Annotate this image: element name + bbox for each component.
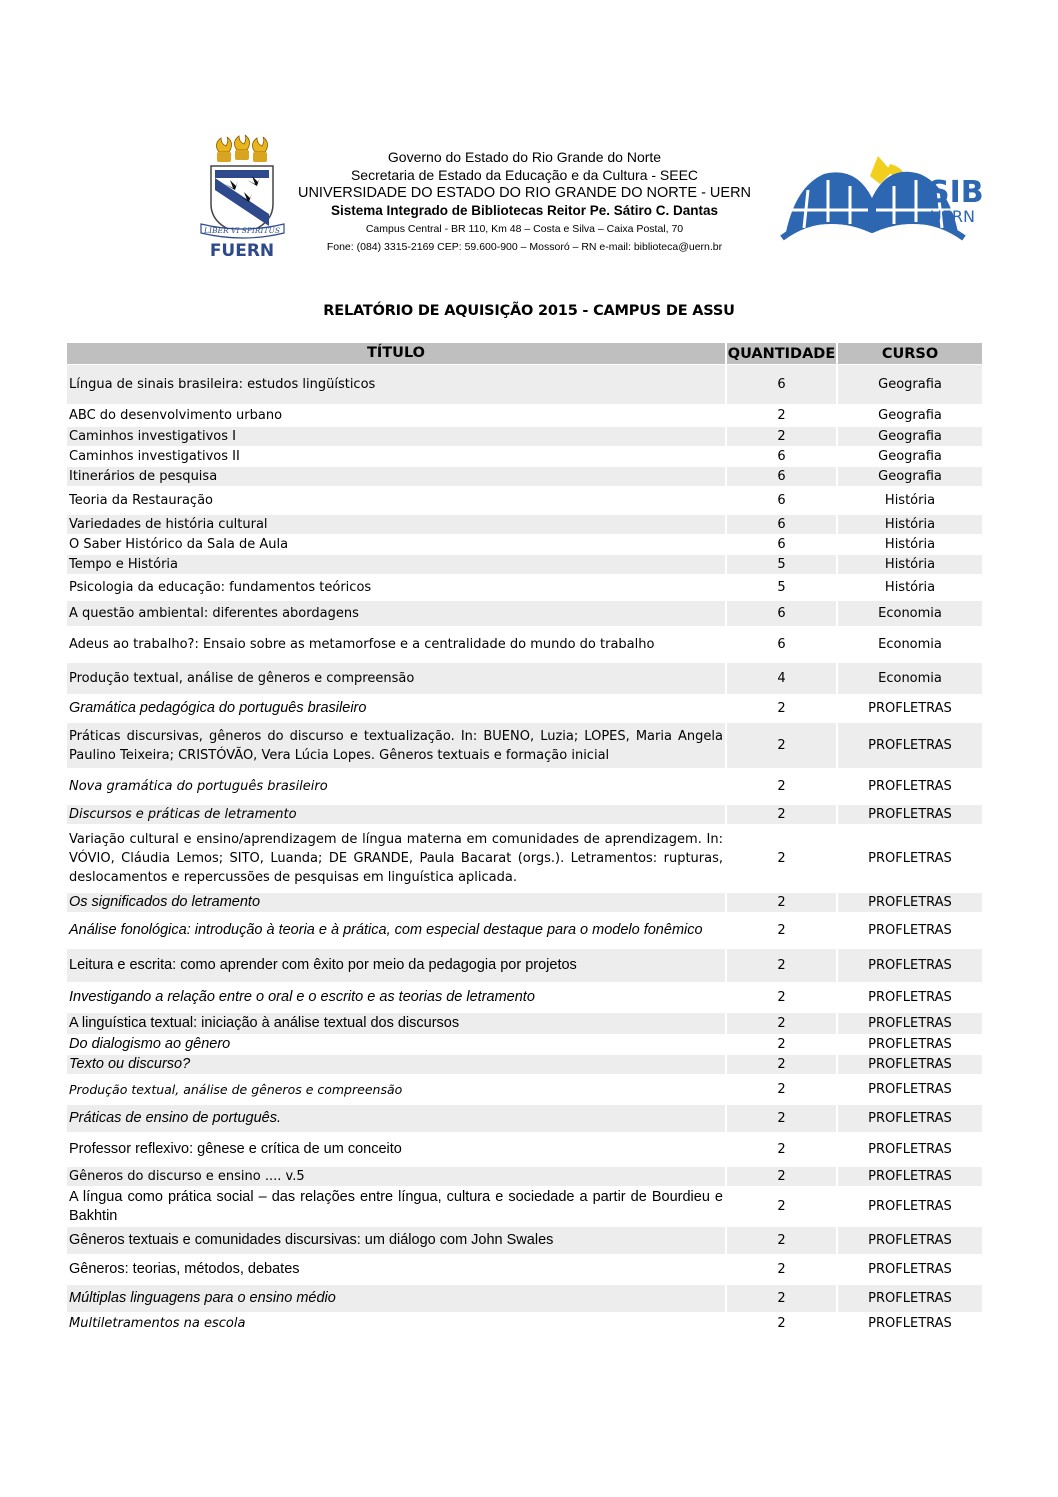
row-title: Produção textual, análise de gêneros e compreensão xyxy=(69,1082,403,1097)
table-row xyxy=(67,365,982,405)
row-quantity: 6 xyxy=(777,493,786,508)
table-row xyxy=(67,1133,982,1167)
table-row xyxy=(67,601,982,627)
row-title: Variação cultural e ensino/aprendizagem de língua materna em comunidades de aprendizagem. In: VÓVIO, Cláudia Lemos; SITO, Luanda; DE GRANDE, Paula Bacarat (orgs.). Letramentos: rupturas, deslocamentos e repercussões de pesquisas em linguística aplicada. xyxy=(69,832,723,885)
row-course: PROFLETRAS xyxy=(868,1316,952,1331)
table-row xyxy=(67,515,982,535)
row-course: Geografia xyxy=(838,467,982,486)
row-course: PROFLETRAS xyxy=(868,923,952,938)
row-title: Práticas de ensino de português. xyxy=(67,1105,725,1132)
table-row xyxy=(67,427,982,447)
row-quantity: 6 xyxy=(727,467,836,486)
table-row xyxy=(67,487,982,515)
row-quantity: 2 xyxy=(727,805,836,824)
row-title: Do dialogismo ao gênero xyxy=(69,1036,231,1052)
row-title: Gêneros textuais e comunidades discursivas: um diálogo com John Swales xyxy=(67,1227,725,1254)
table-row xyxy=(67,1313,982,1335)
row-course: PROFLETRAS xyxy=(838,1167,982,1186)
header-line-government: Governo do Estado do Rio Grande do Norte xyxy=(387,149,662,165)
row-title: Leitura e escrita: como aprender com êxito por meio da pedagogia por projetos xyxy=(67,949,725,982)
table-row xyxy=(67,695,982,723)
row-title: Nova gramática do português brasileiro xyxy=(69,779,328,794)
table-row xyxy=(67,825,982,893)
table-row xyxy=(67,405,982,427)
row-course: PROFLETRAS xyxy=(868,851,952,866)
row-course: História xyxy=(884,537,936,552)
table-row xyxy=(67,575,982,601)
row-quantity: 2 xyxy=(777,701,786,716)
table-row xyxy=(67,1285,982,1313)
table-row xyxy=(67,1075,982,1105)
row-course: História xyxy=(838,515,982,534)
row-title: A linguística textual: iniciação à análise textual dos discursos xyxy=(67,1013,725,1034)
row-quantity: 6 xyxy=(727,365,836,404)
row-title: Itinerários de pesquisa xyxy=(67,467,725,486)
header-title: TÍTULO xyxy=(67,343,725,364)
report-title: RELATÓRIO DE AQUISIÇÃO 2015 - CAMPUS DE ASSU xyxy=(323,303,735,319)
row-course: PROFLETRAS xyxy=(838,949,982,982)
row-quantity: 2 xyxy=(777,851,786,866)
table-row xyxy=(67,535,982,555)
header-line-address: Campus Central - BR 110, Km 48 – Costa e Silva – Caixa Postal, 70 xyxy=(365,223,684,235)
row-quantity: 2 xyxy=(777,408,786,423)
row-title: Texto ou discurso? xyxy=(67,1055,725,1074)
row-quantity: 2 xyxy=(727,723,836,768)
row-quantity: 6 xyxy=(777,537,786,552)
row-title: Adeus ao trabalho?: Ensaio sobre as metamorfose e a centralidade do mundo do trabalho xyxy=(69,637,655,652)
row-title: Investigando a relação entre o oral e o escrito e as teorias de letramento xyxy=(69,989,535,1005)
table-row xyxy=(67,1187,982,1227)
row-quantity: 2 xyxy=(727,1105,836,1132)
row-quantity: 6 xyxy=(777,637,786,652)
row-course: Economia xyxy=(838,601,982,626)
row-course: PROFLETRAS xyxy=(838,1227,982,1254)
table-row xyxy=(67,983,982,1013)
row-course: PROFLETRAS xyxy=(868,990,952,1005)
row-quantity: 2 xyxy=(727,1055,836,1074)
row-course: História xyxy=(884,493,936,508)
row-title: Tempo e História xyxy=(67,555,725,574)
table-row xyxy=(67,1255,982,1285)
row-course: Geografia xyxy=(838,365,982,404)
row-quantity: 2 xyxy=(727,893,836,912)
logo-motto: LIBER VI SPIRITUS xyxy=(204,226,280,235)
row-quantity: 2 xyxy=(727,1227,836,1254)
institution-address-block xyxy=(287,148,762,256)
row-quantity: 2 xyxy=(777,1082,786,1097)
table-row xyxy=(67,723,982,769)
row-quantity: 2 xyxy=(777,1037,786,1052)
row-quantity: 6 xyxy=(727,515,836,534)
row-course: PROFLETRAS xyxy=(868,1082,952,1097)
table-row xyxy=(67,893,982,913)
table-row xyxy=(67,805,982,825)
row-title: Multiletramentos na escola xyxy=(69,1316,246,1331)
document-header xyxy=(195,136,985,266)
row-course: Geografia xyxy=(838,427,982,446)
table-row xyxy=(67,447,982,467)
table-row xyxy=(67,1055,982,1075)
row-title: A língua como prática social – das relações entre língua, cultura e sociedade a partir de Bourdieu e Bakhtin xyxy=(69,1188,723,1224)
row-quantity: 6 xyxy=(777,449,786,464)
row-quantity: 2 xyxy=(777,923,786,938)
row-course: PROFLETRAS xyxy=(838,1013,982,1034)
table-row xyxy=(67,1013,982,1035)
row-course: Economia xyxy=(838,663,982,694)
table-row xyxy=(67,1227,982,1255)
row-quantity: 2 xyxy=(777,1262,786,1277)
row-title: Variedades de história cultural xyxy=(67,515,725,534)
header-course: CURSO xyxy=(838,343,982,364)
row-title: Professor reflexivo: gênese e crítica de um conceito xyxy=(69,1141,402,1157)
row-title: Análise fonológica: introdução à teoria e à prática, com especial destaque para o modelo fonêmico xyxy=(69,922,703,938)
table-row xyxy=(67,663,982,695)
row-title: Língua de sinais brasileira: estudos lingüísticos xyxy=(67,365,725,404)
header-line-university: UNIVERSIDADE DO ESTADO DO RIO GRANDE DO NORTE - UERN xyxy=(297,185,752,201)
row-course: PROFLETRAS xyxy=(838,893,982,912)
table-row xyxy=(67,769,982,805)
row-title: Produção textual, análise de gêneros e compreensão xyxy=(67,663,725,694)
row-course: PROFLETRAS xyxy=(868,1199,952,1214)
row-quantity: 2 xyxy=(777,1316,786,1331)
header-line-secretary: Secretaria de Estado da Educação e da Cultura - SEEC xyxy=(350,167,699,183)
row-course: Geografia xyxy=(878,408,942,423)
table-row xyxy=(67,1167,982,1187)
row-title: Práticas discursivas, gêneros do discurso e textualização. In: BUENO, Luzia; LOPES, Maria Angela Paulino Teixeira; CRISTÓVÃO, Vera Lúcia Lopes. Gêneros textuais e formação inicial xyxy=(67,723,725,768)
row-quantity: 2 xyxy=(727,427,836,446)
table-row xyxy=(67,949,982,983)
acquisition-table xyxy=(67,343,982,1335)
table-row xyxy=(67,555,982,575)
row-quantity: 2 xyxy=(727,1167,836,1186)
table-row xyxy=(67,1035,982,1055)
header-line-contact: Fone: (084) 3315-2169 CEP: 59.600-900 – Mossoró – RN e-mail: biblioteca@uern.br xyxy=(326,241,723,253)
row-course: História xyxy=(838,555,982,574)
row-course: PROFLETRAS xyxy=(838,1285,982,1312)
row-quantity: 2 xyxy=(727,1013,836,1034)
table-row xyxy=(67,627,982,663)
row-course: PROFLETRAS xyxy=(838,805,982,824)
row-title: Gêneros do discurso e ensino .... v.5 xyxy=(67,1167,725,1186)
uern-text: UERN xyxy=(930,207,975,226)
row-course: História xyxy=(884,580,936,595)
table-row xyxy=(67,467,982,487)
row-quantity: 2 xyxy=(727,949,836,982)
row-quantity: 5 xyxy=(777,580,786,595)
table-header-row xyxy=(67,343,982,365)
row-course: PROFLETRAS xyxy=(868,1262,952,1277)
row-title: Os significados do letramento xyxy=(67,893,725,912)
row-quantity: 4 xyxy=(727,663,836,694)
row-course: PROFLETRAS xyxy=(838,1055,982,1074)
row-title: O Saber Histórico da Sala de Aula xyxy=(69,537,289,552)
logo-name: FUERN xyxy=(209,241,275,261)
table-row xyxy=(67,913,982,949)
sib-uern-logo xyxy=(778,156,984,248)
header-quantity: QUANTIDADE xyxy=(727,343,836,364)
row-title: Múltiplas linguagens para o ensino médio xyxy=(67,1285,725,1312)
row-quantity: 2 xyxy=(777,779,786,794)
row-title: Psicologia da educação: fundamentos teóricos xyxy=(69,580,372,595)
header-line-library-system: Sistema Integrado de Bibliotecas Reitor Pe. Sátiro C. Dantas xyxy=(330,203,719,218)
row-title: Caminhos investigativos II xyxy=(69,449,240,464)
fuern-logo xyxy=(195,136,290,261)
row-course: PROFLETRAS xyxy=(838,723,982,768)
row-course: PROFLETRAS xyxy=(868,701,952,716)
row-course: PROFLETRAS xyxy=(868,779,952,794)
row-quantity: 2 xyxy=(777,1142,786,1157)
sib-text: SIB xyxy=(928,175,984,210)
row-quantity: 2 xyxy=(727,1285,836,1312)
row-quantity: 5 xyxy=(727,555,836,574)
row-quantity: 2 xyxy=(777,990,786,1005)
row-quantity: 6 xyxy=(727,601,836,626)
row-title: Caminhos investigativos I xyxy=(67,427,725,446)
row-title: Gêneros: teorias, métodos, debates xyxy=(69,1261,300,1277)
row-quantity: 2 xyxy=(777,1199,786,1214)
row-course: Geografia xyxy=(878,449,942,464)
table-row xyxy=(67,1105,982,1133)
row-title: Gramática pedagógica do português brasileiro xyxy=(69,700,367,716)
row-course: PROFLETRAS xyxy=(868,1142,952,1157)
row-title: A questão ambiental: diferentes abordagens xyxy=(67,601,725,626)
row-course: PROFLETRAS xyxy=(838,1105,982,1132)
row-course: PROFLETRAS xyxy=(868,1037,952,1052)
row-title: Teoria da Restauração xyxy=(69,493,213,508)
row-title: ABC do desenvolvimento urbano xyxy=(69,408,283,423)
row-title: Discursos e práticas de letramento xyxy=(67,805,725,824)
row-course: Economia xyxy=(878,637,942,652)
